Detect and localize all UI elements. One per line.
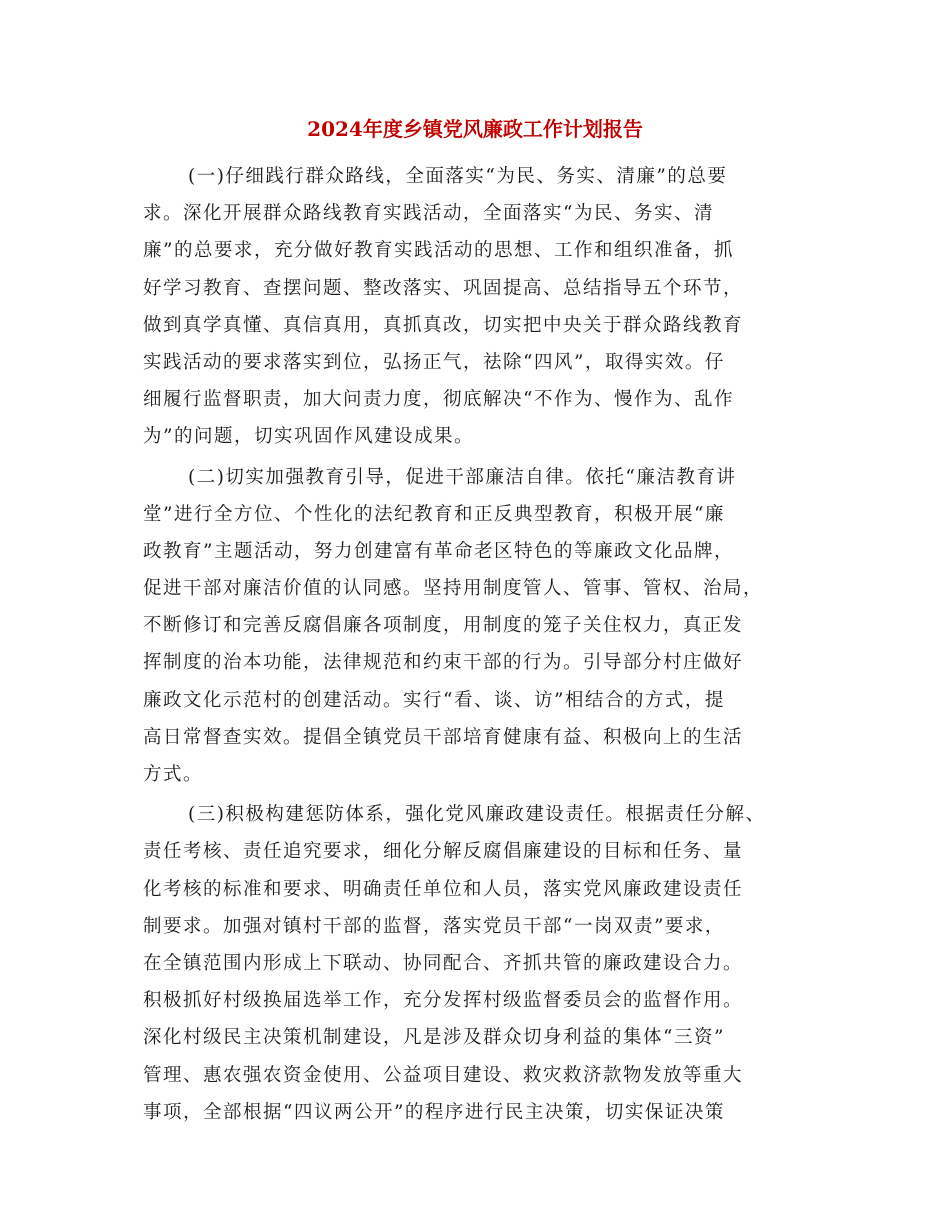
paragraph-line: 方式。 [143,764,204,785]
paragraph-line: 堂”进行全方位、个性化的法纪教育和正反典型教育，积极开展“廉 [143,503,725,525]
paragraph-line: 细履行监督职责，加大问责力度，彻底解决“不作为、慢作为、乱作 [143,389,734,411]
paragraph-line: 管理、惠农强农资金使用、公益项目建设、救灾救济款物发放等重大 [143,1064,744,1086]
paragraph-line: 政教育”主题活动，努力创建富有革命老区特色的等廉政文化品牌， [143,540,734,562]
paragraph-line: 好学习教育、查摆问题、整改落实、巩固提高、总结指导五个环节， [143,277,744,299]
paragraph-line: 求。深化开展群众路线教育实践活动，全面落实“为民、务实、清 [143,203,714,225]
paragraph-line: 积极抓好村级换届选举工作，充分发挥村级监督委员会的监督作用。 [143,990,744,1012]
paragraph-line: (三)积极构建惩防体系，强化党风廉政建设责任。根据责任分解、 [188,804,766,826]
document-title: 2024年度乡镇党风廉政工作计划报告 [307,117,643,141]
paragraph-2 [143,459,815,794]
paragraph-line: 化考核的标准和要求、明确责任单位和人员，落实党风廉政建设责任 [143,878,744,900]
paragraph-line: 实践活动的要求落实到位，弘扬正气，祛除“四风”，取得实效。仔 [143,351,725,373]
paragraph-line: (二)切实加强教育引导，促进干部廉洁自律。依托“廉洁教育讲 [188,466,737,488]
paragraph-line: 事项，全部根据“四议两公开”的程序进行民主决策，切实保证决策 [143,1101,725,1123]
paragraph-line: 廉”的总要求，充分做好教育实践活动的思想、工作和组织准备，抓 [143,240,734,262]
paragraph-line: 责任考核、责任追究要求，细化分解反腐倡廉建设的目标和任务、量 [143,841,744,863]
paragraph-line: 为”的问题，切实巩固作风建设成果。 [143,426,474,448]
paragraph-line: 做到真学真懂、真信真用，真抓真改，切实把中央关于群众路线教育 [143,314,744,336]
paragraph-line: 不断修订和完善反腐倡廉各项制度，用制度的笼子关住权力，真正发 [143,615,744,637]
paragraph-line: 挥制度的治本功能，法律规范和约束干部的行为。引导部分村庄做好 [143,652,744,674]
paragraph-line: 深化村级民主决策机制建设，凡是涉及群众切身利益的集体“三资” [143,1027,725,1049]
paragraph-1 [143,158,815,456]
paragraph-line: 在全镇范围内形成上下联动、协同配合、齐抓共管的廉政建设合力。 [143,952,744,974]
paragraph-line: 促进干部对廉洁价值的认同感。坚持用制度管人、管事、管权、治局， [143,578,764,600]
paragraph-line: 高日常督查实效。提倡全镇党员干部培育健康有益、积极向上的生活 [143,726,744,748]
document-body [143,158,815,1134]
paragraph-line: 廉政文化示范村的创建活动。实行“看、谈、访”相结合的方式，提 [143,689,725,711]
paragraph-line: 制要求。加强对镇村干部的监督，落实党员干部“一岗双责”要求， [143,915,725,937]
paragraph-3 [143,796,815,1131]
paragraph-line: (一)仔细践行群众路线，全面落实“为民、务实、清廉”的总要 [188,166,728,187]
